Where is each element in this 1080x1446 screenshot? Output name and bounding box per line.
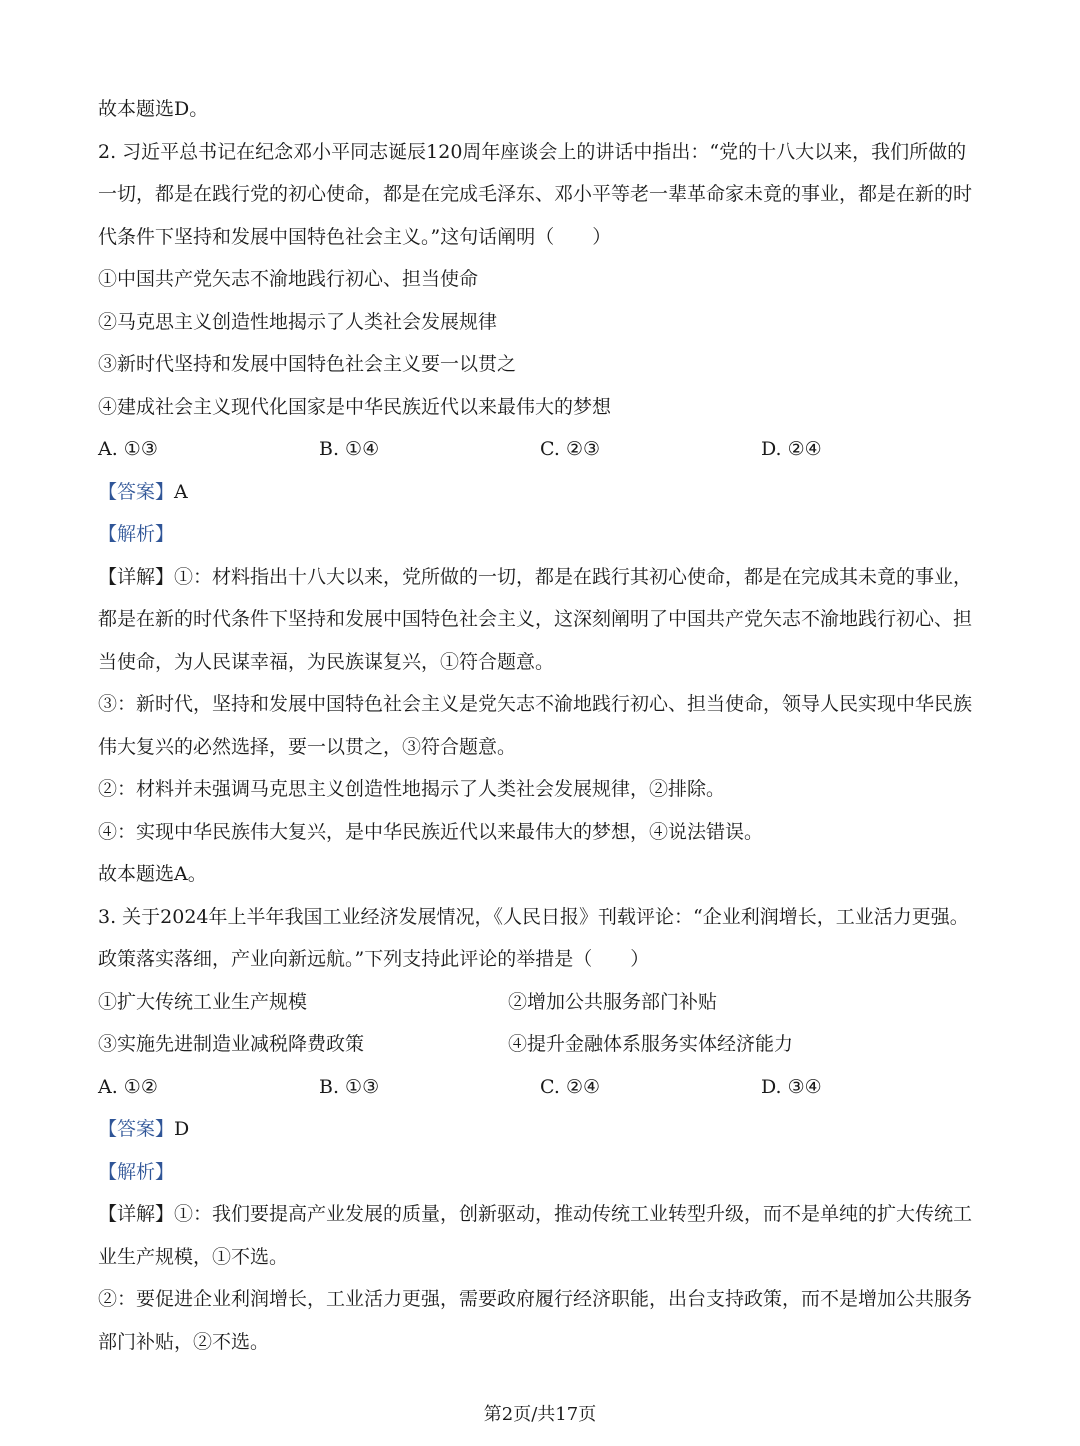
question-3-statement-3: ③实施先进制造业减税降费政策 — [98, 1033, 365, 1055]
question-3-detail-1b: 业生产规模，①不选。 — [98, 1245, 289, 1268]
question-2-detail-3: ②：材料并未强调马克思主义创造性地揭示了人类社会发展规律，②排除。 — [98, 778, 726, 800]
option-c: C. ②④ — [540, 1075, 601, 1098]
question-3-detail-1a — [98, 1193, 983, 1236]
question-3-stem-line-2: 政策落实落细，产业向新远航。”下列支持此评论的举措是（ ） — [98, 948, 650, 970]
question-2-stem-line-3: 代条件下坚持和发展中国特色社会主义。”这句话阐明（ ） — [98, 225, 612, 248]
question-2-answer — [98, 471, 983, 514]
question-3-statement-4: ④提升金融体系服务实体经济能力 — [508, 1033, 794, 1055]
document-page — [98, 88, 983, 1363]
answer-tag: 【答案】 — [98, 480, 175, 503]
option-a: A. ①③ — [98, 438, 158, 460]
option-d: D. ②④ — [761, 438, 822, 460]
question-3-detail-2b: 部门补贴，②不选。 — [98, 1330, 270, 1353]
question-3-statements-row-2 — [98, 1023, 983, 1066]
question-3-analysis — [98, 1151, 983, 1194]
answer-value: A — [174, 480, 188, 503]
question-3-detail-2a: ②：要促进企业利润增长，工业活力更强，需要政府履行经济职能，出台支持政策，而不是增加公共服务 — [98, 1288, 973, 1310]
option-c: C. ②③ — [540, 438, 601, 460]
page-footer: 第2页/共17页 — [483, 1404, 597, 1425]
detail-text: ①：我们要提高产业发展的质量，创新驱动，推动传统工业转型升级，而不是单纯的扩大传统工 — [174, 1203, 973, 1225]
question-2-statement-2: ②马克思主义创造性地揭示了人类社会发展规律 — [98, 310, 498, 333]
question-2-detail-1a — [98, 556, 983, 599]
question-2-stem-line-1: 2. 习近平总书记在纪念邓小平同志诞辰120周年座谈会上的讲话中指出：“党的十八大以来，我们所做的 — [98, 140, 967, 163]
detail-tag: 【详解】 — [98, 565, 175, 588]
question-2-analysis — [98, 513, 983, 556]
analysis-tag: 【解析】 — [98, 523, 175, 545]
question-2-detail-2b: 伟大复兴的必然选择，要一以贯之，③符合题意。 — [98, 735, 517, 758]
question-2-statement-4: ④建成社会主义现代化国家是中华民族近代以来最伟大的梦想 — [98, 395, 612, 418]
question-3-statements-row-1 — [98, 981, 983, 1024]
question-2-statement-1: ①中国共产党矢志不渝地践行初心、担当使命 — [98, 268, 479, 290]
option-a: A. ①② — [98, 1075, 158, 1098]
question-2-conclusion: 故本题选A。 — [98, 863, 207, 885]
option-d: D. ③④ — [761, 1075, 822, 1098]
question-3-statement-1: ①扩大传统工业生产规模 — [98, 990, 308, 1013]
question-3-stem-line-1: 3. 关于2024年上半年我国工业经济发展情况，《人民日报》刊载评论：“企业利润增长，工业活力更强。 — [98, 905, 969, 928]
detail-text: ①：材料指出十八大以来，党所做的一切，都是在践行其初心使命，都是在完成其未竟的事业， — [174, 565, 973, 588]
conclusion-text: 故本题选D。 — [98, 98, 209, 120]
question-3-answer — [98, 1108, 983, 1151]
option-b: B. ①③ — [319, 1075, 380, 1098]
question-2-detail-1b: 都是在新的时代条件下坚持和发展中国特色社会主义，这深刻阐明了中国共产党矢志不渝地践行初心、担 — [98, 608, 973, 630]
question-3-options — [98, 1066, 983, 1109]
question-2-statement-3: ③新时代坚持和发展中国特色社会主义要一以贯之 — [98, 353, 517, 375]
analysis-tag: 【解析】 — [98, 1160, 175, 1183]
question-2-stem-line-2: 一切，都是在践行党的初心使命，都是在完成毛泽东、邓小平等老一辈革命家未竟的事业，都是在新的时 — [98, 183, 973, 205]
question-2-detail-4: ④：实现中华民族伟大复兴，是中华民族近代以来最伟大的梦想，④说法错误。 — [98, 820, 764, 843]
detail-tag: 【详解】 — [98, 1203, 175, 1225]
answer-tag: 【答案】 — [98, 1118, 175, 1140]
answer-value: D — [174, 1118, 190, 1140]
option-b: B. ①④ — [319, 438, 380, 460]
question-3-statement-2: ②增加公共服务部门补贴 — [508, 990, 718, 1013]
question-2-detail-2a: ③：新时代，坚持和发展中国特色社会主义是党矢志不渝地践行初心、担当使命，领导人民实现中华民族 — [98, 693, 973, 715]
question-2-detail-1c: 当使命，为人民谋幸福，为民族谋复兴，①符合题意。 — [98, 650, 555, 673]
question-2-options — [98, 428, 983, 471]
